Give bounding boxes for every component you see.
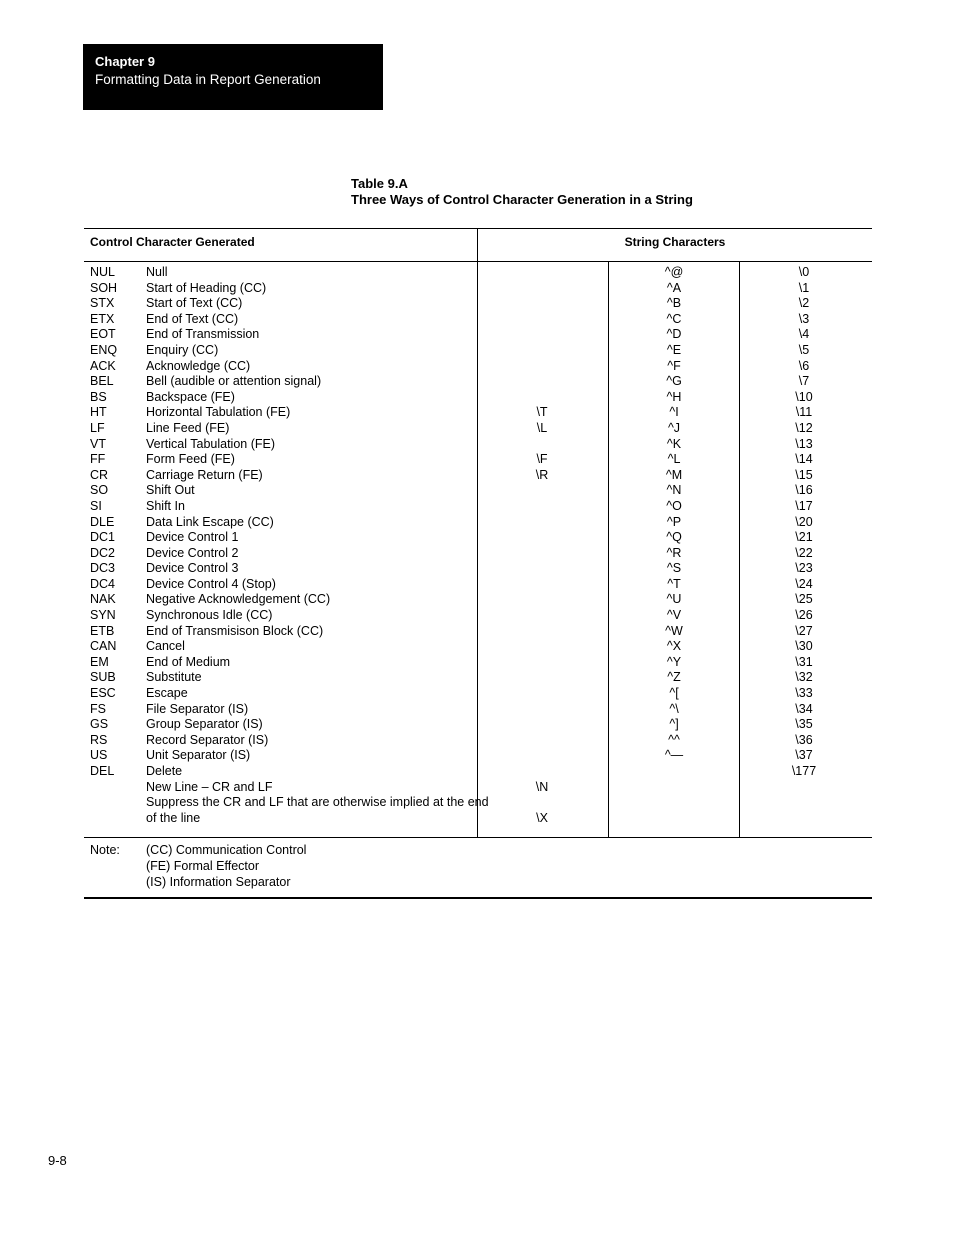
control-description: Shift In: [146, 498, 185, 513]
control-abbreviation: STX: [90, 296, 115, 311]
caret-code: ^J: [667, 420, 681, 435]
control-abbreviation: HT: [90, 405, 107, 420]
octal-code: \2: [798, 296, 810, 311]
control-abbreviation: SI: [90, 498, 102, 513]
control-abbreviation: ACK: [90, 358, 116, 373]
caret-code: ^—: [664, 748, 684, 763]
caret-code: ^R: [666, 545, 682, 560]
octal-code: \20: [795, 514, 813, 529]
caret-code: ^A: [666, 280, 682, 295]
control-description: Enquiry (CC): [146, 342, 219, 357]
control-description: Carriage Return (FE): [146, 467, 263, 482]
backslash-code: \F: [536, 452, 548, 467]
control-abbreviation: US: [90, 748, 108, 763]
control-abbreviation: BS: [90, 389, 107, 404]
control-description: Backspace (FE): [146, 389, 235, 404]
control-description: Escape: [146, 686, 188, 701]
caret-code: ^]: [669, 717, 679, 732]
backslash-code: \L: [536, 420, 548, 435]
caret-code: ^[: [669, 686, 679, 701]
table-number: Table 9.A: [351, 176, 408, 191]
octal-code: \177: [791, 764, 817, 778]
control-abbreviation: DC3: [90, 561, 116, 576]
caret-code: ^V: [666, 608, 682, 623]
chapter-header-box: [83, 44, 383, 110]
octal-code: \23: [795, 561, 813, 576]
table-row: [0, 405, 954, 421]
table-row: [0, 702, 954, 718]
table-row: [0, 312, 954, 328]
octal-code: \6: [798, 358, 810, 373]
control-abbreviation: ETB: [90, 623, 115, 638]
caret-code: ^X: [666, 639, 682, 654]
table-row: [0, 515, 954, 531]
caret-code: ^N: [666, 483, 682, 498]
table-row: [0, 265, 954, 281]
control-description: End of Transmisison Block (CC): [146, 623, 324, 638]
table-row: [0, 421, 954, 437]
octal-code: \34: [795, 701, 813, 716]
chapter-title: Formatting Data in Report Generation: [95, 72, 321, 87]
table-row: [0, 561, 954, 577]
table-row: [0, 624, 954, 640]
control-abbreviation: DC2: [90, 545, 116, 560]
control-abbreviation: LF: [90, 420, 105, 435]
table-row: [0, 452, 954, 468]
control-description: Delete: [146, 764, 183, 778]
control-abbreviation: SOH: [90, 280, 118, 295]
caret-code: ^\: [669, 701, 679, 716]
table-row: [0, 546, 954, 562]
column-header-generated: Control Character Generated: [90, 235, 255, 249]
control-description: Device Control 1: [146, 530, 239, 545]
control-description: Data Link Escape (CC): [146, 514, 274, 529]
control-description: Device Control 4 (Stop): [146, 576, 276, 591]
backslash-code: \N: [535, 779, 549, 794]
control-description: Substitute: [146, 670, 202, 685]
caret-code: ^Z: [667, 670, 681, 685]
caret-code: ^^: [668, 732, 680, 747]
caret-code: ^B: [666, 296, 682, 311]
table-caption: [351, 176, 693, 208]
octal-code: \16: [795, 483, 813, 498]
control-abbreviation: CR: [90, 467, 109, 482]
control-description: End of Transmission: [146, 327, 260, 342]
octal-code: \24: [795, 576, 813, 591]
control-description: Cancel: [146, 639, 185, 654]
control-description: Line Feed (FE): [146, 420, 230, 435]
table-row: [0, 343, 954, 359]
octal-code: \25: [795, 592, 813, 607]
control-abbreviation: BEL: [90, 374, 114, 389]
caret-code: ^T: [667, 576, 681, 591]
control-description: Device Control 3: [146, 561, 239, 576]
control-abbreviation: FF: [90, 452, 106, 467]
octal-code: \30: [795, 639, 813, 654]
octal-code: \31: [795, 654, 813, 669]
octal-code: \0: [798, 265, 810, 279]
control-description: Form Feed (FE): [146, 452, 235, 467]
octal-code: \33: [795, 686, 813, 701]
table-row: [0, 577, 954, 593]
table-row: [0, 374, 954, 390]
control-abbreviation: RS: [90, 732, 108, 747]
table-row: [0, 359, 954, 375]
table-row: [0, 483, 954, 499]
caret-code: ^Q: [666, 530, 682, 545]
caret-code: ^K: [666, 436, 682, 451]
control-abbreviation: EM: [90, 654, 109, 669]
caret-code: ^I: [669, 405, 679, 420]
caret-code: ^W: [665, 623, 683, 638]
table-row: [0, 437, 954, 453]
control-description: Vertical Tabulation (FE): [146, 436, 275, 451]
table-title: Three Ways of Control Character Generation in a String: [351, 192, 693, 207]
table-row: [0, 327, 954, 343]
chapter-number: Chapter 9: [95, 54, 155, 69]
octal-code: \5: [798, 342, 810, 357]
control-abbreviation: DC1: [90, 530, 116, 545]
control-description: Device Control 2: [146, 545, 239, 560]
control-description: New Line – CR and LF: [146, 779, 273, 794]
table-row: [0, 592, 954, 608]
control-description: Negative Acknowledgement (CC): [146, 592, 331, 607]
octal-code: \10: [795, 389, 813, 404]
caret-code: ^S: [666, 561, 682, 576]
control-description: Start of Text (CC): [146, 296, 243, 311]
caret-code: ^P: [666, 514, 682, 529]
octal-code: \35: [795, 717, 813, 732]
table-row: [0, 499, 954, 515]
control-description: Suppress the CR and LF that are otherwise implied at the end: [146, 795, 489, 810]
table-row: [0, 296, 954, 312]
caret-code: ^D: [666, 327, 682, 342]
caret-code: ^O: [666, 498, 682, 513]
control-abbreviation: DEL: [90, 764, 115, 778]
backslash-code: \X: [536, 810, 548, 825]
caret-code: ^@: [664, 265, 684, 279]
control-description: Horizontal Tabulation (FE): [146, 405, 291, 420]
octal-code: \13: [795, 436, 813, 451]
table-row: [0, 780, 954, 796]
table-header-rule: [84, 261, 872, 262]
control-abbreviation: ESC: [90, 686, 116, 701]
control-description: Null: [146, 265, 168, 279]
octal-code: \4: [798, 327, 810, 342]
control-description: Group Separator (IS): [146, 717, 263, 732]
table-top-rule: [84, 228, 872, 229]
table-row: [0, 686, 954, 702]
table-row: [0, 639, 954, 655]
octal-code: \22: [795, 545, 813, 560]
control-description: End of Medium: [146, 654, 231, 669]
caret-code: ^U: [666, 592, 682, 607]
table-row: [0, 670, 954, 686]
control-description: Start of Heading (CC): [146, 280, 267, 295]
control-description: Unit Separator (IS): [146, 748, 251, 763]
backslash-code: \R: [535, 467, 549, 482]
control-abbreviation: NAK: [90, 592, 116, 607]
control-abbreviation: VT: [90, 436, 106, 451]
caret-code: ^L: [667, 452, 681, 467]
control-abbreviation: GS: [90, 717, 109, 732]
control-abbreviation: SYN: [90, 608, 116, 623]
octal-code: \27: [795, 623, 813, 638]
control-abbreviation: CAN: [90, 639, 117, 654]
backslash-code: \T: [536, 405, 548, 420]
control-abbreviation: SO: [90, 483, 109, 498]
control-description: Shift Out: [146, 483, 195, 498]
octal-code: \32: [795, 670, 813, 685]
control-abbreviation: EOT: [90, 327, 116, 342]
table-row: [0, 764, 954, 780]
table-row: [0, 608, 954, 624]
column-header-string-characters: String Characters: [624, 235, 726, 249]
control-description: End of Text (CC): [146, 311, 239, 326]
control-abbreviation: SUB: [90, 670, 116, 685]
table-row: [0, 530, 954, 546]
control-description: File Separator (IS): [146, 701, 249, 716]
caret-code: ^E: [666, 342, 682, 357]
table-row: [0, 811, 954, 827]
octal-code: \15: [795, 467, 813, 482]
control-abbreviation: NUL: [90, 265, 116, 279]
caret-code: ^Y: [666, 654, 682, 669]
table-row: [0, 795, 954, 811]
octal-code: \1: [798, 280, 810, 295]
note-label: Note:: [90, 843, 120, 857]
note-line: (FE) Formal Effector: [146, 859, 259, 873]
octal-code: \14: [795, 452, 813, 467]
control-abbreviation: DC4: [90, 576, 116, 591]
table-row: [0, 390, 954, 406]
octal-code: \36: [795, 732, 813, 747]
control-abbreviation: DLE: [90, 514, 115, 529]
control-description: Acknowledge (CC): [146, 358, 251, 373]
control-abbreviation: ETX: [90, 311, 115, 326]
caret-code: ^F: [667, 358, 681, 373]
control-description: of the line: [146, 810, 201, 825]
caret-code: ^C: [666, 311, 682, 326]
octal-code: \26: [795, 608, 813, 623]
control-description: Record Separator (IS): [146, 732, 269, 747]
caret-code: ^H: [666, 389, 682, 404]
octal-code: \21: [795, 530, 813, 545]
control-description: Bell (audible or attention signal): [146, 374, 322, 389]
table-body: [0, 265, 954, 826]
octal-code: \3: [798, 311, 810, 326]
note-line: (CC) Communication Control: [146, 843, 307, 857]
caret-code: ^M: [665, 467, 683, 482]
caret-code: ^G: [666, 374, 682, 389]
table-row: [0, 468, 954, 484]
table-row: [0, 281, 954, 297]
octal-code: \37: [795, 748, 813, 763]
table-row: [0, 655, 954, 671]
page-number: 9-8: [48, 1153, 67, 1168]
table-bottom-rule: [84, 897, 872, 899]
table-row: [0, 717, 954, 733]
table-row: [0, 733, 954, 749]
control-abbreviation: ENQ: [90, 342, 118, 357]
control-description: Synchronous Idle (CC): [146, 608, 273, 623]
octal-code: \17: [795, 498, 813, 513]
table-body-rule: [84, 837, 872, 838]
octal-code: \12: [795, 420, 813, 435]
octal-code: \7: [798, 374, 810, 389]
control-abbreviation: FS: [90, 701, 106, 716]
octal-code: \11: [795, 405, 813, 420]
note-line: (IS) Information Separator: [146, 875, 291, 889]
table-row: [0, 748, 954, 764]
